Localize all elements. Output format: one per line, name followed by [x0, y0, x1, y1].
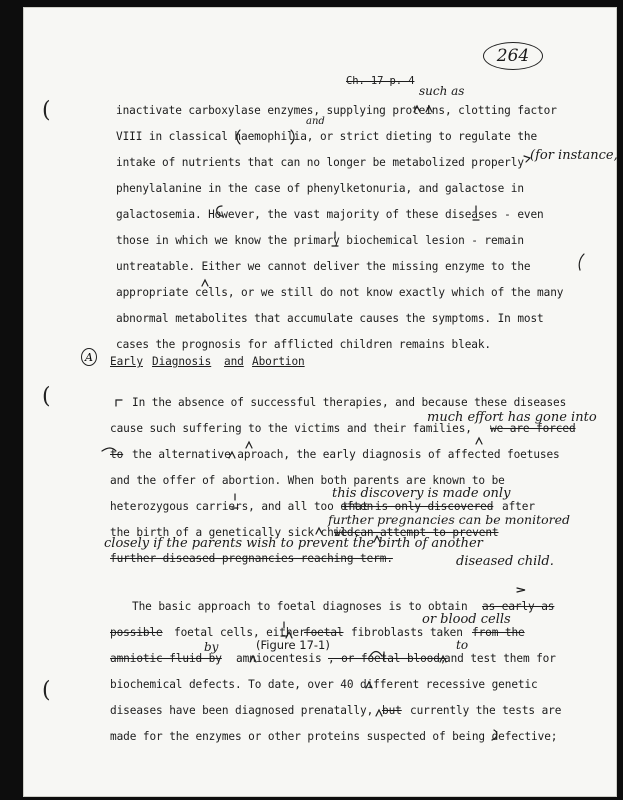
handwritten-to: to [456, 638, 469, 652]
para1-line: phenylalanine in the case of phenylketonuria, and galactose in [116, 182, 524, 195]
para2-line: cause such suffering to the victims and their families, [110, 422, 472, 435]
para3-struck-text: possible [110, 626, 163, 639]
para3-struck-text: as early as [482, 600, 555, 613]
handwritten-further-pregnancies: further pregnancies can be monitored [328, 512, 570, 527]
handwritten-by: by [204, 640, 219, 654]
para2-line: In the absence of successful therapies, and because these diseases [132, 396, 567, 409]
para2-struck-text: we can attempt to prevent [334, 526, 499, 539]
chapter-reference: Ch. 17 p. 4 [346, 75, 415, 87]
para1-line: VIII in classical haemophilia, or strict dieting to regulate the [116, 130, 538, 143]
para1-line: abnormal metabolites that accumulate causes the symptoms. In most [116, 312, 544, 325]
para2-line: and the offer of abortion. When both parents are known to be [110, 474, 505, 487]
para2-line: the alternative aproach, the early diagnosis of affected foetuses [132, 448, 560, 461]
heading-word: Abortion [252, 355, 305, 368]
para3-struck-text: but [382, 704, 402, 717]
heading-word: and [224, 355, 244, 368]
margin-paren-mark: ( [42, 98, 51, 123]
heading-word: Early [110, 355, 143, 368]
handwritten-much-effort: much effort has gone into [427, 410, 597, 425]
handwritten-or-blood: or blood cells [422, 612, 511, 627]
para2-struck-text: that is only discovered [342, 500, 494, 513]
para1-line: galactosemia. However, the vast majority of these diseases - even [116, 208, 544, 221]
handwritten-this-discovery: this discovery is made only [332, 486, 511, 501]
para3-line: and test them for [444, 652, 556, 665]
para3-line: currently the tests are [410, 704, 562, 717]
para3-struck-text: amniotic fluid by [110, 652, 222, 665]
para3-line: biochemical defects. To date, over 40 different recessive genetic [110, 678, 538, 691]
para1-line: intake of nutrients that can no longer be metabolized properly [116, 156, 524, 169]
para2-struck-text: to [110, 448, 124, 461]
handwritten-closely: closely if the parents wish to prevent the birth of another [104, 536, 483, 551]
para1-line: those in which we know the primary biochemical lesion - remain [116, 234, 524, 247]
para2-struck-text: further diseased pregnancies reaching term. [110, 552, 393, 565]
margin-paren-mark: ( [42, 384, 51, 409]
para2-line: heterozygous carriers, and all too often [110, 500, 374, 513]
para1-line: inactivate carboxylase enzymes, supplying proteins, clotting factor [116, 104, 557, 117]
para1-line: cases the prognosis for afflicted children remains bleak. [116, 338, 492, 351]
para3-struck-text: foetal [304, 626, 344, 639]
para3-struck-text: , or foetal blood, [328, 652, 447, 665]
para2-struck-text: we are forced [490, 422, 576, 435]
section-mark: A [81, 348, 97, 366]
para3-line: diseases have been diagnosed prenatally, [110, 704, 374, 717]
para3-line: made for the enzymes or other proteins suspected of being defective; [110, 730, 558, 743]
handwritten-for-instance: (for instance, [530, 148, 618, 163]
para3-line: The basic approach to foetal diagnoses is to obtain [132, 600, 468, 613]
para1-line: untreatable. Either we cannot deliver the missing enzyme to the [116, 260, 531, 273]
para1-line: appropriate cells, or we still do not know exactly which of the many [116, 286, 564, 299]
page-number: 264 [483, 42, 543, 70]
handwritten-and: and [306, 116, 325, 127]
para3-line: amniocentesis [236, 652, 322, 665]
para3-struck-text: from the [472, 626, 525, 639]
margin-paren-mark: ( [42, 678, 51, 703]
heading-word: Diagnosis [152, 355, 212, 368]
para3-line: foetal cells, either [174, 626, 306, 639]
handwritten-diseased-child: diseased child. [456, 554, 554, 569]
document-page [23, 7, 617, 797]
handwritten-such-as: such as [419, 84, 465, 98]
para2-line: after [502, 500, 535, 513]
para3-line: fibroblasts taken [351, 626, 463, 639]
para2-line: the birth of a genetically sick child, [110, 526, 361, 539]
handwritten-figure-ref: (Figure 17-1) [256, 638, 330, 652]
